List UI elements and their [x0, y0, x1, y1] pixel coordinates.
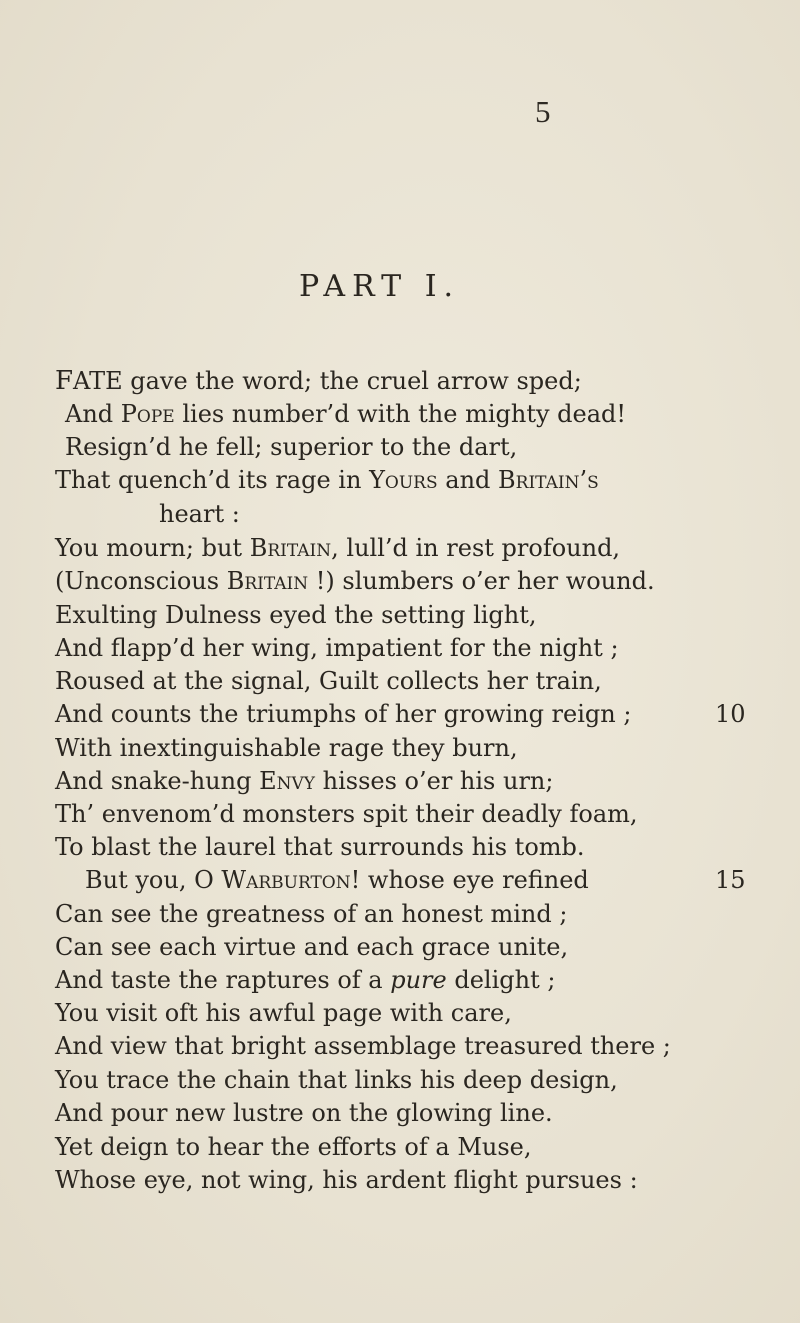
poem-line-20: And view that bright assemblage treasured there ; [55, 1032, 671, 1060]
line-number-10: 10 [715, 700, 746, 728]
part-heading: PART I. [299, 269, 461, 304]
smallcap-name: Britain [249, 534, 332, 562]
italic-word: pure [390, 966, 447, 994]
poem-line-21: You trace the chain that links his deep design, [55, 1066, 618, 1094]
poem-line-4: That quench’d its rage in Yours and Britain’s [55, 466, 599, 494]
poem-line-9: Roused at the signal, Guilt collects her train, [55, 667, 602, 695]
smallcap-name: Warburton [221, 866, 351, 894]
poem-line-16: Can see the greatness of an honest mind ; [55, 900, 568, 928]
smallcap-name: Envy [259, 767, 315, 795]
poem-line-23: Yet deign to hear the efforts of a Muse, [55, 1133, 532, 1161]
smallcap-name: Pope [120, 400, 175, 428]
poem-line-10: And counts the triumphs of her growing reign ; [55, 700, 632, 728]
poem-line-7: Exulting Dulness eyed the setting light, [55, 601, 537, 629]
smallcap-name: Yours [369, 466, 438, 494]
poem-line-13: Th’ envenom’d monsters spit their deadly foam, [55, 800, 638, 828]
page-number: 5 [535, 94, 551, 129]
smallcap-name: Britain’s [498, 466, 599, 494]
poem-line-17: Can see each virtue and each grace unite, [55, 933, 569, 961]
poem-line-12: And snake-hung Envy hisses o’er his urn; [55, 767, 554, 795]
line-number-15: 15 [715, 866, 746, 894]
poem-line-1: FATE gave the word; the cruel arrow sped; [55, 366, 582, 396]
poem-line-18: And taste the raptures of a pure delight ; [55, 966, 556, 994]
poem-line-8: And flapp’d her wing, impatient for the night ; [55, 634, 619, 662]
smallcap-name: Britain [226, 567, 309, 595]
poem-line-turnover: heart : [159, 500, 240, 528]
poem-line-24: Whose eye, not wing, his ardent flight pursues : [55, 1166, 638, 1194]
initial-cap: F [55, 366, 74, 396]
poem-line-11: With inextinguishable rage they burn, [55, 734, 518, 762]
poem-line-14: To blast the laurel that surrounds his tomb. [55, 833, 585, 861]
poem-line-5: You mourn; but Britain, lull’d in rest profound, [55, 534, 621, 562]
poem-line-2: And Pope lies number’d with the mighty dead! [65, 400, 627, 428]
poem-line-3: Resign’d he fell; superior to the dart, [65, 433, 518, 461]
poem-line-19: You visit oft his awful page with care, [55, 999, 512, 1027]
smallcap-word: ATE [73, 367, 123, 395]
poem-line-22: And pour new lustre on the glowing line. [55, 1099, 553, 1127]
poem-line-15: But you, O Warburton! whose eye refined [85, 866, 589, 894]
poem-line-6: (Unconscious Britain !) slumbers o’er her wound. [55, 567, 655, 595]
